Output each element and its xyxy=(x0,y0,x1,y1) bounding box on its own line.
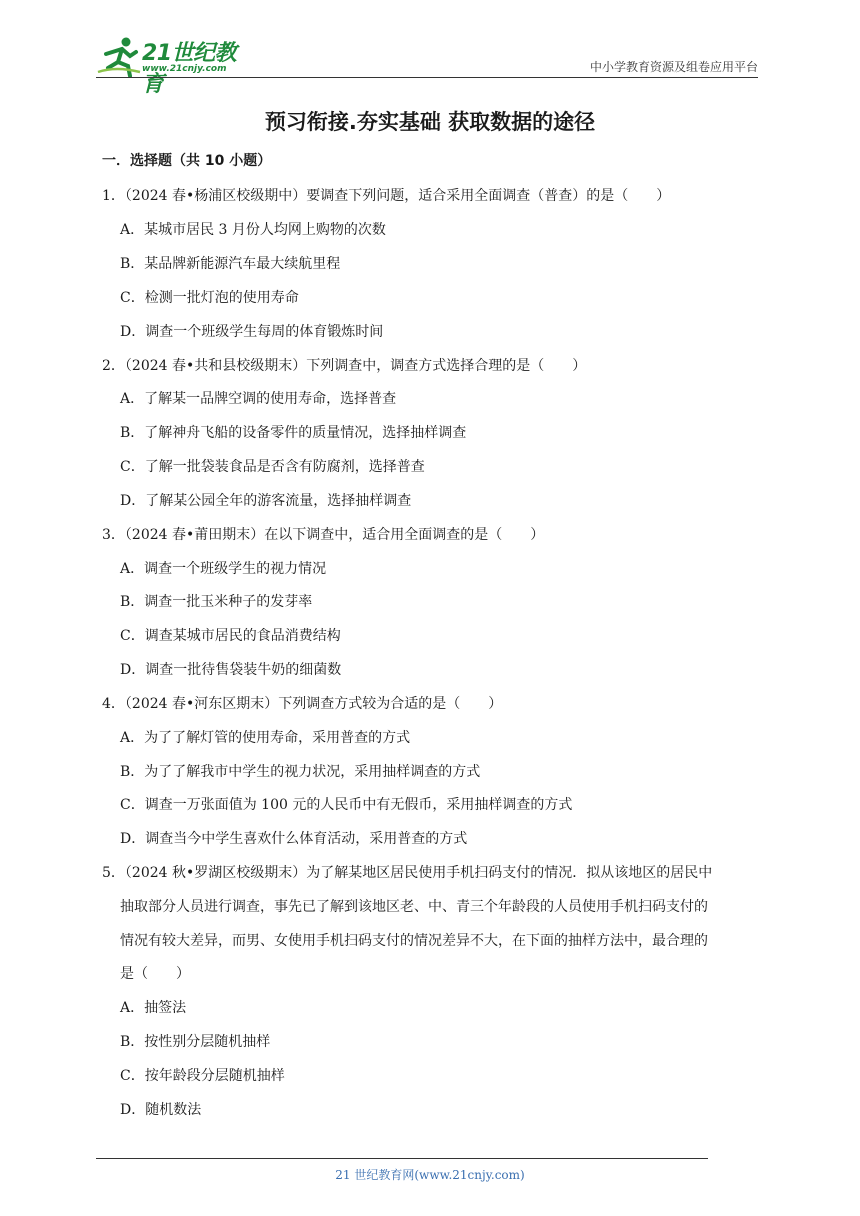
q5-option-d: D．随机数法 xyxy=(120,1102,202,1118)
q1-option-c: C．检测一批灯泡的使用寿命 xyxy=(120,290,299,306)
page-header xyxy=(96,30,758,97)
q4-option-d: D．调查当今中学生喜欢什么体育活动，采用普查的方式 xyxy=(120,831,468,847)
runner-icon xyxy=(96,36,142,78)
q4-option-b: B．为了了解我市中学生的视力状况，采用抽样调查的方式 xyxy=(120,764,481,780)
q2-option-b: B．了解神舟飞船的设备零件的质量情况，选择抽样调查 xyxy=(120,425,467,441)
q1-option-d: D．调查一个班级学生每周的体育锻炼时间 xyxy=(120,324,384,340)
q1-option-b: B．某品牌新能源汽车最大续航里程 xyxy=(120,256,341,272)
section-heading: 一．选择题（共 10 小题） xyxy=(102,153,272,169)
question-5-line-3: 情况有较大差异，而男、女使用手机扫码支付的情况差异不大，在下面的抽样方法中，最合理的 xyxy=(120,933,708,949)
header-divider xyxy=(96,77,758,78)
q2-option-a: A．了解某一品牌空调的使用寿命，选择普查 xyxy=(120,391,397,407)
question-2: 2．（2024 春•共和县校级期末）下列调查中，调查方式选择合理的是（ ） xyxy=(102,358,587,374)
question-5-line-4: 是（ ） xyxy=(120,966,190,982)
question-4: 4．（2024 春•河东区期末）下列调查方式较为合适的是（ ） xyxy=(102,696,503,712)
footer-divider xyxy=(96,1158,708,1159)
question-3: 3．（2024 春•莆田期末）在以下调查中，适合用全面调查的是（ ） xyxy=(102,527,545,543)
platform-name: 中小学教育资源及组卷应用平台 xyxy=(589,60,758,74)
q2-option-c: C．了解一批袋装食品是否含有防腐剂，选择普查 xyxy=(120,459,425,475)
site-logo: 21世纪教育 www.21cnjy.com xyxy=(96,36,256,78)
question-5-line-1: 5．（2024 秋•罗湖区校级期末）为了解某地区居民使用手机扫码支付的情况．拟从该地区的居民中 xyxy=(102,865,713,881)
q5-option-b: B．按性别分层随机抽样 xyxy=(120,1034,271,1050)
page-title: 预习衔接.夯实基础 获取数据的途径 xyxy=(264,110,596,134)
question-5-line-2: 抽取部分人员进行调查，事先已了解到该地区老、中、青三个年龄段的人员使用手机扫码支付的 xyxy=(120,899,708,915)
q4-option-c: C．调查一万张面值为 100 元的人民币中有无假币，采用抽样调查的方式 xyxy=(120,797,573,813)
q1-option-a: A．某城市居民 3 月份人均网上购物的次数 xyxy=(120,222,386,238)
footer-link[interactable]: 21 世纪教育网(www.21cnjy.com) xyxy=(335,1168,525,1182)
q5-option-a: A．抽签法 xyxy=(120,1000,187,1016)
q3-option-d: D．调查一批待售袋装牛奶的细菌数 xyxy=(120,662,342,678)
q4-option-a: A．为了了解灯管的使用寿命，采用普查的方式 xyxy=(120,730,411,746)
q3-option-a: A．调查一个班级学生的视力情况 xyxy=(120,561,327,577)
q5-option-c: C．按年龄段分层随机抽样 xyxy=(120,1068,285,1084)
question-1: 1．（2024 春•杨浦区校级期中）要调查下列问题，适合采用全面调查（普查）的是（ ） xyxy=(102,188,671,204)
q2-option-d: D．了解某公园全年的游客流量，选择抽样调查 xyxy=(120,493,412,509)
q3-option-c: C．调查某城市居民的食品消费结构 xyxy=(120,628,341,644)
q3-option-b: B．调查一批玉米种子的发芽率 xyxy=(120,594,313,610)
